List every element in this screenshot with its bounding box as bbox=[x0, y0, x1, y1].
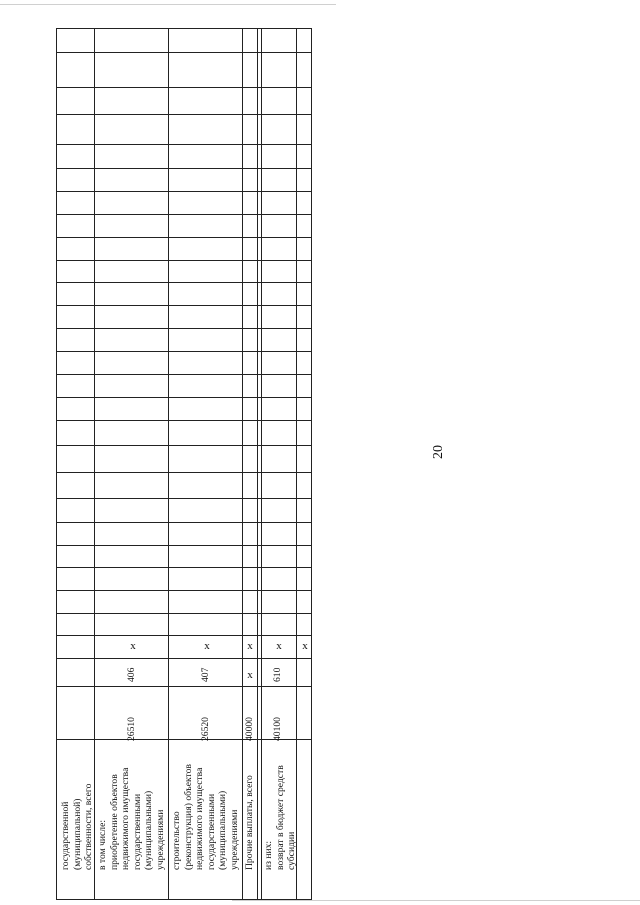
label-line: возврат в бюджет средств bbox=[274, 765, 286, 870]
column-divider bbox=[57, 567, 311, 568]
label-line: (муниципальной) bbox=[71, 798, 83, 870]
label-line: строительство bbox=[171, 811, 182, 870]
row-divider bbox=[168, 29, 169, 899]
label-line: в том числе: bbox=[97, 819, 108, 870]
label-line: государственными bbox=[131, 793, 143, 870]
row-code: 40000 bbox=[244, 717, 255, 741]
column-divider bbox=[57, 144, 311, 145]
label-line: субсидии bbox=[286, 831, 298, 870]
row-mark: x bbox=[204, 640, 210, 652]
column-divider bbox=[57, 52, 311, 53]
column-divider bbox=[57, 328, 311, 329]
row-divider bbox=[94, 29, 95, 899]
label-line: государственной bbox=[60, 801, 71, 870]
label-line: недвижимого имущества bbox=[194, 767, 206, 870]
column-divider bbox=[57, 420, 311, 421]
row-divider bbox=[257, 29, 262, 899]
column-divider bbox=[57, 635, 311, 636]
column-divider bbox=[57, 545, 311, 546]
column-divider bbox=[57, 87, 311, 88]
row-code: 40100 bbox=[272, 717, 283, 741]
label-line: Прочие выплаты, всего bbox=[244, 775, 255, 870]
row-label bbox=[60, 784, 95, 870]
column-divider bbox=[57, 282, 311, 283]
label-line: (муниципальными) bbox=[143, 790, 155, 870]
row-code: 26510 bbox=[126, 717, 137, 741]
label-line: недвижимого имущества bbox=[120, 767, 132, 870]
column-divider bbox=[57, 260, 311, 261]
label-line: (реконструкция) объектов bbox=[182, 764, 194, 870]
column-divider bbox=[57, 686, 311, 687]
column-divider bbox=[57, 522, 311, 523]
row-divider bbox=[242, 29, 243, 899]
label-line: из них: bbox=[263, 840, 274, 870]
row-kbk: 406 bbox=[126, 667, 137, 682]
row-label bbox=[97, 768, 167, 870]
row-mark: x bbox=[276, 640, 282, 652]
column-divider bbox=[57, 168, 311, 169]
row-kbk: 407 bbox=[200, 667, 211, 682]
column-divider bbox=[57, 472, 311, 473]
column-divider bbox=[57, 590, 311, 591]
scan-edge-bottom bbox=[232, 900, 640, 901]
column-divider bbox=[57, 613, 311, 614]
row-mark: x bbox=[130, 640, 136, 652]
column-divider bbox=[57, 397, 311, 398]
label-line: приобретение объектов bbox=[108, 774, 120, 870]
column-divider bbox=[57, 445, 311, 446]
column-divider bbox=[57, 374, 311, 375]
label-line: (муниципальными) bbox=[217, 790, 229, 870]
column-divider bbox=[57, 191, 311, 192]
row-kbk: x bbox=[247, 669, 253, 681]
column-divider bbox=[57, 214, 311, 215]
column-divider bbox=[57, 305, 311, 306]
row-label bbox=[244, 775, 256, 870]
column-divider bbox=[57, 237, 311, 238]
row-kbk: 610 bbox=[272, 667, 283, 682]
row-mark: x bbox=[302, 640, 308, 652]
column-divider bbox=[57, 114, 311, 115]
label-line: государственными bbox=[205, 793, 217, 870]
row-label bbox=[263, 765, 298, 870]
column-divider bbox=[57, 351, 311, 352]
row-mark: x bbox=[247, 640, 253, 652]
financial-table bbox=[56, 28, 312, 900]
column-divider bbox=[57, 658, 311, 659]
page-number: 20 bbox=[431, 445, 446, 459]
scan-edge-top bbox=[0, 4, 336, 5]
label-line: учреждениями bbox=[228, 809, 240, 870]
row-code: 26520 bbox=[200, 717, 211, 741]
label-line: учреждениями bbox=[154, 809, 166, 870]
label-line: собственности, всего bbox=[83, 783, 95, 870]
column-divider bbox=[57, 498, 311, 499]
row-label bbox=[171, 764, 241, 870]
